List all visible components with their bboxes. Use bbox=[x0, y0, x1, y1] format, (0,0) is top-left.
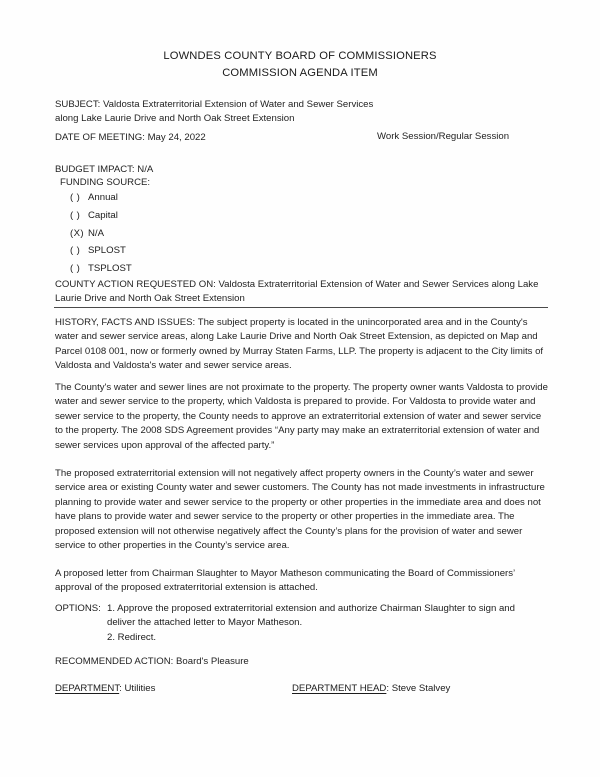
options-item-1-continuation: deliver the attached letter to Mayor Matheson. bbox=[107, 617, 303, 629]
department-field bbox=[55, 682, 155, 696]
checkbox-tsplost[interactable]: ( ) bbox=[70, 263, 81, 275]
checkbox-capital[interactable]: ( ) bbox=[70, 209, 81, 221]
options-item-2: 2. Redirect. bbox=[107, 631, 157, 643]
header-line-document-type: COMMISSION AGENDA ITEM bbox=[222, 66, 378, 79]
department-head-field bbox=[292, 682, 450, 696]
subject-block bbox=[55, 98, 549, 127]
section-divider bbox=[54, 307, 548, 308]
department-value: : Utilities bbox=[119, 683, 156, 694]
budget-impact: BUDGET IMPACT: N/A bbox=[55, 164, 154, 175]
header-line-organization: LOWNDES COUNTY BOARD OF COMMISSIONERS bbox=[163, 50, 437, 62]
subject-line-2: along Lake Laurie Drive and North Oak Street Extension bbox=[55, 113, 295, 125]
funding-label-splost: SPLOST bbox=[88, 245, 126, 257]
water-sewer-lines-paragraph: The County's water and sewer lines are not proximate to the property. The property owner wants Valdosta to provide water and sewer service to the property, which Valdosta is prepared to provide. For Valdosta to provide water and sewer service to the property, the County needs to approve an extraterritorial extension of water and sewer service to the property. The 2008 SDS Agreement provides “Any party may make an extraterritorial extension of water and sewer services upon approval of the affected party.” bbox=[55, 382, 548, 451]
session-type: Work Session/Regular Session bbox=[377, 131, 510, 142]
county-action-requested: COUNTY ACTION REQUESTED ON: Valdosta Extraterritorial Extension of Water and Sewer Services along Lake Laurie Drive and North Oak Street Extension bbox=[55, 279, 539, 305]
checkbox-splost[interactable]: ( ) bbox=[70, 245, 81, 257]
funding-option-tsplost[interactable] bbox=[62, 262, 322, 276]
recommended-action: RECOMMENDED ACTION: Board's Pleasure bbox=[55, 656, 249, 667]
funding-label-na: N/A bbox=[88, 227, 104, 239]
funding-source-label: FUNDING SOURCE: bbox=[60, 177, 151, 188]
funding-option-capital[interactable] bbox=[62, 209, 322, 223]
document-header bbox=[0, 0, 600, 81]
options-first-row bbox=[55, 602, 549, 616]
funding-source-list bbox=[62, 191, 322, 280]
negative-affect-paragraph: The proposed extraterritorial extension will not negatively affect property owners in the County’s water and sewer service area or existing County water and sewer customers. The County has not made investments in infrastructure planning to provide water and sewer service to the property or other properties in the immediate area and does not have plans to provide water and sewer service to the property or other properties in the immediate area. The proposed extension will not otherwise negatively affect the County’s plans for the provision of water and sewer service to other properties in the County’s service area. bbox=[55, 468, 545, 552]
history-facts-issues-paragraph: HISTORY, FACTS AND ISSUES: The subject property is located in the unincorporated area and in the County's water and sewer service areas, along Lake Laurie Drive and North Oak Street Extension, as depicted on Map and Parcel 0108 001, now or formerly owned by Murray Staten Farms, LLP. The property is adjacent to the City limits of Valdosta and Valdosta's water and sewer service areas. bbox=[55, 317, 544, 372]
checkbox-annual[interactable]: ( ) bbox=[70, 192, 81, 203]
funding-label-annual: Annual bbox=[88, 192, 118, 203]
options-label: OPTIONS: bbox=[55, 603, 101, 614]
funding-option-splost[interactable] bbox=[62, 244, 322, 258]
subject-line-1: SUBJECT: Valdosta Extraterritorial Extension of Water and Sewer Services bbox=[55, 99, 374, 110]
proposed-letter-paragraph: A proposed letter from Chairman Slaughter to Mayor Matheson communicating the Board of Commissioners’ approval of the proposed extraterritorial extension is attached. bbox=[55, 568, 515, 594]
date-of-meeting: DATE OF MEETING: May 24, 2022 bbox=[55, 132, 206, 143]
funding-label-tsplost: TSPLOST bbox=[88, 263, 132, 275]
checkbox-na[interactable]: (X) bbox=[70, 227, 84, 239]
department-head-label: DEPARTMENT HEAD bbox=[292, 683, 387, 694]
department-label: DEPARTMENT bbox=[55, 683, 120, 694]
funding-option-annual[interactable] bbox=[62, 191, 322, 205]
funding-label-capital: Capital bbox=[88, 209, 118, 221]
funding-option-na[interactable] bbox=[62, 227, 322, 241]
options-block bbox=[55, 602, 549, 645]
options-item-1: 1. Approve the proposed extraterritorial extension and authorize Chairman Slaughter to sign and bbox=[107, 603, 515, 614]
department-head-value: : Steve Stalvey bbox=[386, 683, 451, 694]
